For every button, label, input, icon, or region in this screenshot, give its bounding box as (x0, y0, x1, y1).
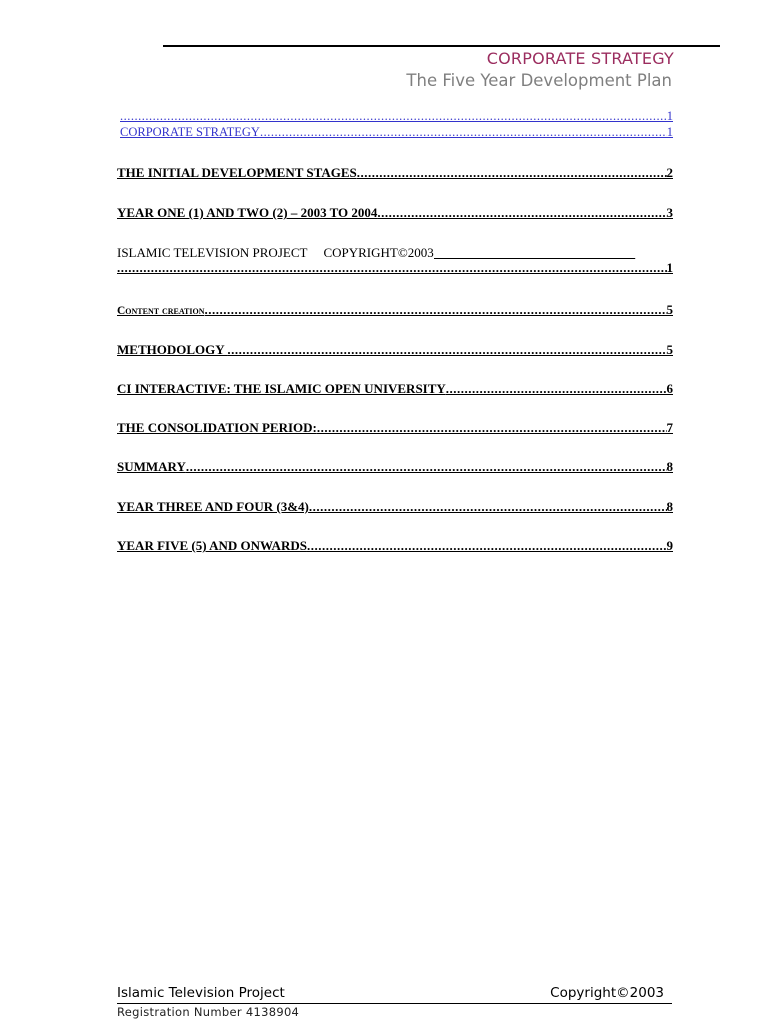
toc-leader (117, 260, 667, 275)
toc-entry-year-one-two[interactable] (117, 205, 673, 220)
header-title: CORPORATE STRATEGY (486, 49, 674, 68)
toc-entry-label: CI INTERACTIVE: THE ISLAMIC OPEN UNIVERSITY (117, 381, 446, 396)
toc-page-number: 1 (666, 109, 673, 123)
toc-entry-summary[interactable] (117, 459, 673, 474)
toc-page-number: 2 (666, 165, 673, 180)
toc-page-number: 5 (666, 342, 673, 357)
toc-entry-islamic-television-project[interactable] (117, 245, 673, 275)
toc-page-number: 8 (666, 499, 673, 514)
footer-copyright: Copyright©2003 (550, 985, 664, 1001)
toc-entry-copyright: COPYRIGHT©2003 (323, 245, 434, 260)
toc-entry-year-three-four[interactable] (117, 499, 673, 514)
toc-leader (446, 381, 667, 396)
toc-leader (309, 499, 667, 514)
toc-entry-label: Content creation (117, 305, 205, 317)
toc-entry-year-five[interactable] (117, 538, 673, 553)
toc-entry-blank[interactable] (117, 109, 673, 124)
footer-registration-number: Registration Number 4138904 (117, 1005, 300, 1019)
toc-entry-ci-interactive[interactable] (117, 381, 673, 396)
toc-entry-label: THE INITIAL DEVELOPMENT STAGES (117, 165, 357, 180)
toc-page-number: 7 (666, 420, 673, 435)
toc-page-number: 3 (666, 205, 673, 220)
toc-page-number: 6 (666, 381, 673, 396)
toc-leader (260, 125, 667, 140)
toc-entry-label: SUMMARY (117, 459, 186, 474)
toc-page-number: 1 (666, 260, 673, 275)
toc-page-number: 9 (666, 538, 673, 553)
header-subtitle: The Five Year Development Plan (406, 71, 672, 90)
toc-page-number: 5 (666, 302, 673, 317)
toc-entry-label: THE CONSOLIDATION PERIOD: (117, 420, 317, 435)
toc-leader (120, 109, 667, 124)
toc-entry-corporate-strategy[interactable] (117, 125, 673, 140)
toc-entry-label: YEAR THREE AND FOUR (3&4) (117, 499, 309, 514)
toc-leader (205, 302, 667, 317)
toc-leader (377, 205, 666, 220)
toc-entry-content-creation[interactable] (117, 302, 673, 319)
toc-entry-label: CORPORATE STRATEGY (120, 125, 260, 139)
toc-trailing-underline (434, 245, 673, 260)
toc-leader (307, 538, 667, 553)
toc-page-number: 8 (666, 459, 673, 474)
toc-entry-methodology[interactable] (117, 342, 673, 357)
toc-leader (186, 459, 667, 474)
toc-leader (227, 342, 666, 357)
header-rule (163, 45, 720, 47)
toc-entry-label: METHODOLOGY (117, 342, 228, 357)
toc-leader (357, 165, 667, 180)
toc-entry-label: YEAR ONE (1) AND TWO (2) – 2003 TO 2004 (117, 205, 378, 220)
footer-project-name: Islamic Television Project (117, 985, 285, 1001)
toc-entry-initial-development-stages[interactable] (117, 165, 673, 180)
toc-entry-consolidation-period[interactable] (117, 420, 673, 435)
toc-page-number: 1 (666, 125, 673, 139)
toc-leader (317, 420, 667, 435)
toc-entry-label: ISLAMIC TELEVISION PROJECT (117, 245, 308, 260)
footer-rule (117, 1003, 672, 1004)
toc-entry-label: YEAR FIVE (5) AND ONWARDS (117, 538, 307, 553)
